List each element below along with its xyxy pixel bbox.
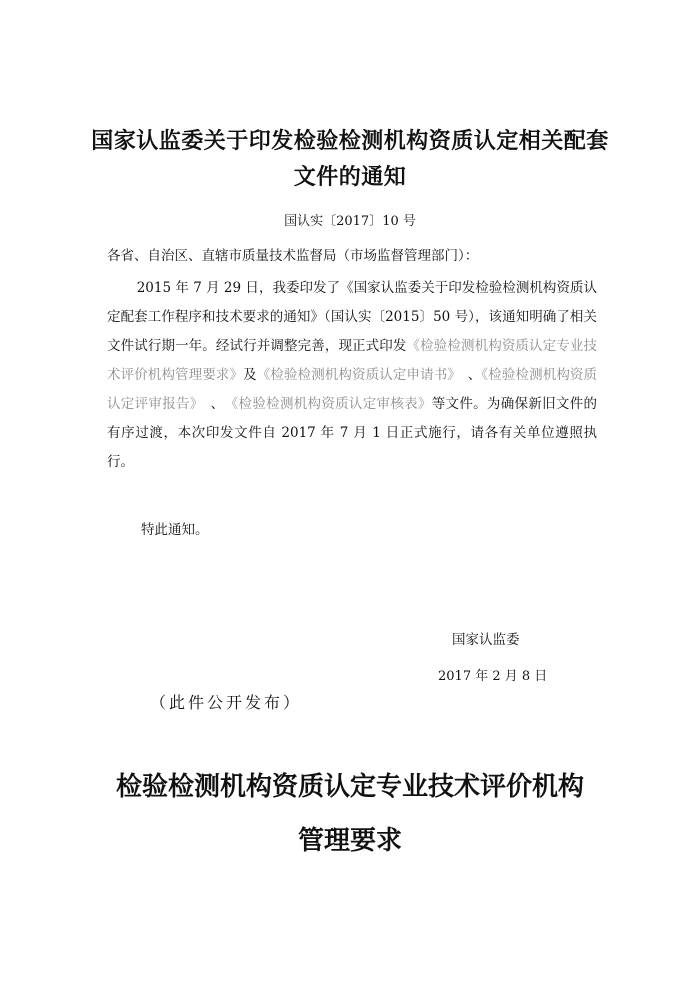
notice-body xyxy=(107,274,597,477)
notice-title-line1: 国家认监委关于印发检验检测机构资质认定相关配套 xyxy=(91,129,609,154)
addressee: 各省、自治区、直辖市质量技术监督局（市场监督管理部门）： xyxy=(107,248,479,264)
body-separator-1: 及 xyxy=(243,367,257,383)
signature-organization: 国家认监委 xyxy=(452,632,520,648)
doc-link-review-report[interactable]: 《检验检测机构资质认定评审报告》 xyxy=(107,367,598,412)
section-title-line2: 管理要求 xyxy=(297,826,402,856)
closing-remark: 特此通知。 xyxy=(141,522,209,538)
doc-link-evaluation-agency-requirements[interactable]: 《检验检测机构资质认定专业技术评价机构管理要求》 xyxy=(107,338,598,383)
body-text-part1: 2015 年 7 月 29 日，我委印发了《国家认监委关于印发检验检测机构资质认定配套工作程序和技术要求的通知》（国认实〔2015〕50 号），该通知明确了相关文件试行期一年。经试行并调整完善，现正式印发 xyxy=(107,280,597,354)
signature-date: 2017 年 2 月 8 日 xyxy=(438,669,548,684)
document-number: 国认实〔2017〕10 号 xyxy=(284,214,416,229)
section-title-line1: 检验检测机构资质认定专业技术评价机构 xyxy=(115,772,584,802)
notice-title-line2: 文件的通知 xyxy=(293,165,407,190)
publication-note: （此件公开发布） xyxy=(150,693,303,712)
doc-link-audit-form[interactable]: 《检验检测机构资质认定审核表》 xyxy=(231,396,432,412)
body-separator-3: 、 xyxy=(196,396,232,412)
doc-link-application-form[interactable]: 《检验检测机构资质认定申请书》 xyxy=(256,367,455,383)
body-text-part2: 等文件。为确保新旧文件的有序过渡，本次印发文件自 2017 年 7 月 1 日正式施行，请各有关单位遵照执行。 xyxy=(107,396,598,470)
body-separator-2: 、 xyxy=(454,367,482,383)
